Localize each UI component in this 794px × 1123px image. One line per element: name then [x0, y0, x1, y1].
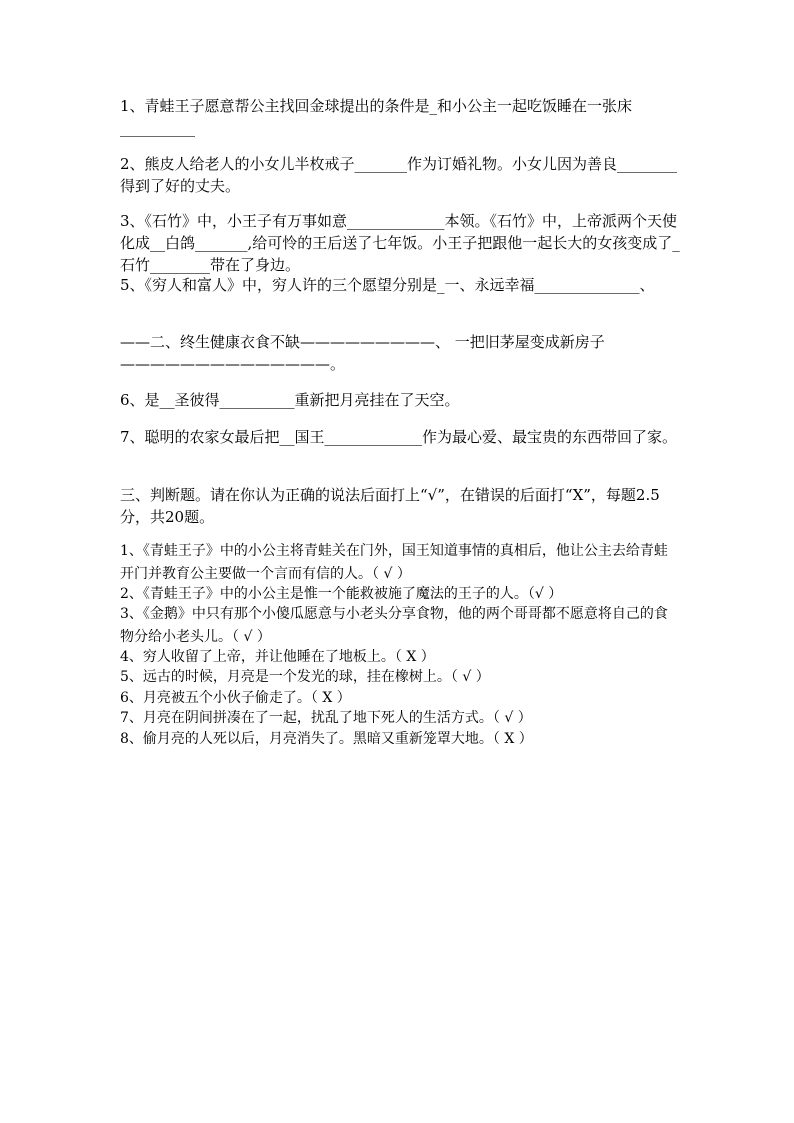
- fill-item-5-cont: ——二、终生健康衣食不缺—————————、 一把旧茅屋变成新房子——————————————。: [120, 333, 605, 373]
- judgment-item-3: 3、《金鹅》中只有那个小傻瓜愿意与小老头分享食物，他的两个哥哥都不愿意将自己的食物分给小老头儿。（ √ ）: [120, 606, 668, 645]
- judgment-item-7: 7、月亮在阴间拼凑在了一起，扰乱了地下死人的生活方式。（ √ ）: [120, 710, 532, 726]
- fill-item-1: 1、青蛙王子愿意帮公主找回金球提出的条件是_和小公主一起吃饭睡在一张床__________: [120, 97, 633, 137]
- fill-item-3: 3、《石竹》中，小王子有万事如意_____________本领。《石竹》中，上帝派两个天使化成__白鸽_______,给可怜的王后送了七年饭。小王子把跟他一起长大的女孩变成了_石竹________带在了身边。: [120, 212, 680, 274]
- judgment-item-8: 8、偷月亮的人死以后，月亮消失了。黑暗又重新笼罩大地。（ X ）: [120, 731, 533, 747]
- judgment-item-6: 6、月亮被五个小伙子偷走了。（ X ）: [120, 690, 351, 706]
- judgment-item-2: 2、《青蛙王子》中的小公主是惟一个能救被施了魔法的王子的人。（√ ）: [120, 586, 563, 602]
- fill-item-5: 5、《穷人和富人》中，穷人许的三个愿望分别是_一、永远幸福______________、: [120, 276, 655, 294]
- fill-item-6: 6、是__圣彼得__________重新把月亮挂在了天空。: [120, 391, 460, 409]
- judgment-item-5: 5、远古的时候，月亮是一个发光的球，挂在橡树上。（ √ ）: [120, 669, 490, 685]
- section-title: 三、判断题。请在你认为正确的说法后面打上“√”，在错误的后面打“X”，每题2.5分，共20题。: [120, 486, 660, 526]
- fill-item-2: 2、熊皮人给老人的小女儿半枚戒子_______作为订婚礼物。小女儿因为善良________得到了好的丈夫。: [120, 155, 678, 195]
- judgment-item-1: 1、《青蛙王子》中的小公主将青蛙关在门外，国王知道事情的真相后，他让公主去给青蛙开门并教育公主要做一个言而有信的人。（ √ ）: [120, 543, 668, 582]
- judgment-item-4: 4、穷人收留了上帝，并让他睡在了地板上。（ X ）: [120, 649, 435, 665]
- fill-item-7: 7、聪明的农家女最后把__国王_____________作为最心爱、最宝贵的东西带回了家。: [120, 428, 678, 446]
